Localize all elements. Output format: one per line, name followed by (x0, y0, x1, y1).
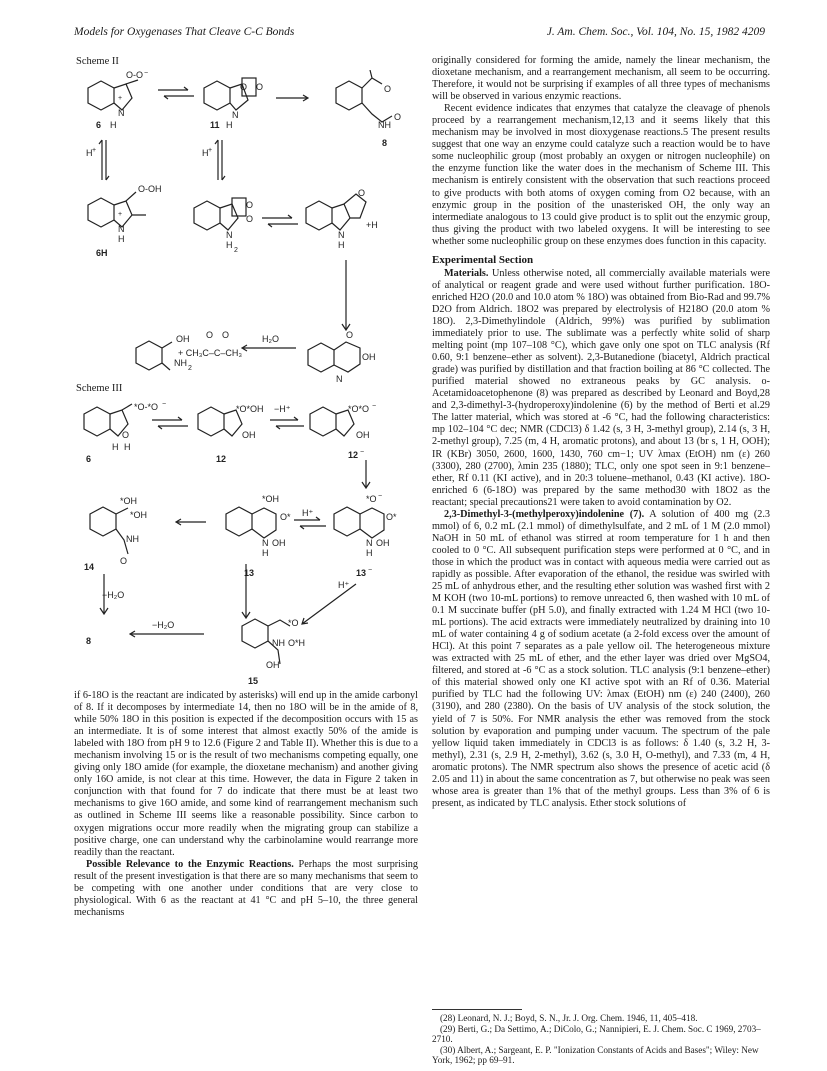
paragraph-heading: 2,3-Dimethyl-3-(methylperoxy)indolenine (7). (444, 508, 645, 520)
svg-text:OH: OH (362, 352, 376, 362)
svg-text:6: 6 (86, 454, 92, 464)
paragraph-heading: Possible Relevance to the Enzymic Reactions. (86, 858, 294, 870)
svg-text:O: O (222, 330, 230, 340)
svg-text:−: − (162, 401, 167, 408)
svg-text:O: O (358, 188, 366, 198)
svg-text:H: H (226, 120, 233, 130)
paragraph (432, 268, 770, 509)
svg-text:*O: *O (366, 494, 377, 504)
paragraph-heading: Materials. (444, 267, 489, 279)
svg-text:6H: 6H (96, 248, 108, 258)
svg-text:12: 12 (348, 450, 359, 460)
svg-text:O: O (240, 82, 248, 92)
svg-text:8: 8 (86, 636, 92, 646)
svg-text:N: N (338, 230, 345, 240)
reference-item: (28) Leonard, N. J.; Boyd, S. N., Jr. J. Org. Chem. 1946, 11, 405–418. (440, 1013, 698, 1023)
scheme-3-figure (66, 394, 426, 686)
paragraph-body: Unless otherwise noted, all commercially available materials were of analytical or reagent grade and were used without further purification. 18O-enriched H2O (20.0 and 10.0 atom % 18O) was obtained from Bio-Rad and 99.7% D2O from Aldrich. 18O2 was prepared by electrolysis of H218O (20.0 atom % 18O). 2,3-Dimethylindole (Aldrich, 99%) was purified by sublimation immediately prior to use. The sublimate was a perfectly white solid of sharp melting point (mp 107–108 °C), which gave only one spot on TLC analysis (Rf 0.60, 9:1 benzene–ether as solvent). 2,3-Butanedione (biacetyl, Aldrich practical grade) was purified by distillation and that fraction boiling at 86 °C collected. The purified material showed no extraneous peaks by GC analysis. o-Acetamidoacetophenone (8) was prepared as described by Leonard and Boyd,28 and 2,3-dimethyl-3-(hydroperoxy)indolenine (6) by the method of Berti et al.29 The latter material, which was stored at -6 °C, had the following characteristics: mp 102–104 °C dec; NMR (CDCl3) δ 1.42 (s, 3 H, 3-methyl group), 2.14 (s, 3 H, 2-methyl group), 7.25 (m, 4 H, aromatic protons), and about 13 (br s, 1 H, OOH); IR (KBr) 3050, 2600, 1600, 1430, 760 cm−1; UV λmax (EtOH) nm (ε) 260 (3300), 280 (2700), λmin 235 (1880); TLC, only one spot seen in 9:1 benzene–ether, Rf 0.11 (KI active), and in 20:3 toluene–methanol, 0.43 (KI active). 18O-enriched 6 (6-18O) was prepared by the same method30 with 18O2 as the reactant; special precautions21 were taken to avoid contamination by O2. (432, 267, 770, 508)
svg-text:13: 13 (356, 568, 367, 578)
svg-text:+: + (92, 147, 97, 154)
paragraph: originally considered for forming the amide, namely the linear mechanism, the dioxetane mechanism, and a rearrangement mechanism, all seem to be occurring. Therefore, it would not be surprising if examples of all three types of mechanisms will be observed in various enzymic reactions. (432, 55, 770, 103)
svg-text:OH: OH (242, 430, 256, 440)
svg-text:O: O (346, 330, 354, 340)
running-header-title: Models for Oxygenases That Cleave C-C Bonds (74, 26, 295, 38)
svg-text:N: N (336, 374, 343, 384)
svg-text:H: H (110, 120, 117, 130)
svg-text:O-O: O-O (126, 70, 143, 80)
svg-text:OH: OH (376, 538, 390, 548)
svg-text:H: H (226, 240, 233, 250)
svg-text:O*: O* (386, 512, 397, 522)
paragraph (432, 509, 770, 810)
left-column-text (74, 690, 418, 919)
svg-text:H⁺: H⁺ (338, 580, 350, 590)
svg-text:−H₂O: −H₂O (152, 620, 175, 630)
svg-text:*O-*O: *O-*O (134, 402, 159, 412)
svg-text:N: N (118, 224, 125, 234)
svg-text:H: H (366, 548, 373, 558)
svg-text:H: H (262, 548, 269, 558)
svg-text:OH: OH (266, 660, 280, 670)
paragraph: if 6-18O is the reactant are indicated by asterisks) will end up in the amide carbonyl of 8. If it decomposes by intermediate 14, then no 18O will be in the amide of 8, while 50% 18O in this position is expected if the decomposition occurs with 15 as an intermediate. It is of some interest that almost exactly 50% of the amide is labeled with 18O from pH 9 to 12.6 (Figure 2 and Table II). Whether this is due to a mechanism involving 15 or is the result of two mechanisms competing equally, one giving only 18O amide (for example, the dioxetane mechanism) and another giving only 16O amide, is not clear at this time. However, the data in Figure 2 taken in conjunction with that found for 7 do indicate that there must be at least two mechanisms to give 16O amide, and some kind of rearrangement mechanism such as outlined in Scheme III seems like a reasonable possibility. Since carbon to oxygen migrations occur more readily when the migrating group can stabilize a positive charge, one can understand why the carbinolamine would rearrange more readily than the reactant. (74, 690, 418, 858)
svg-text:−: − (144, 70, 149, 77)
scheme-2-figure (66, 70, 426, 388)
svg-text:+H: +H (366, 220, 378, 230)
svg-text:OH: OH (176, 334, 190, 344)
svg-text:O: O (384, 84, 392, 94)
svg-text:O: O (246, 214, 254, 224)
right-column-text (432, 55, 770, 810)
svg-text:−: − (378, 493, 383, 500)
svg-text:O*H: O*H (288, 638, 306, 648)
svg-text:H⁺: H⁺ (302, 508, 314, 518)
svg-text:*O*OH: *O*OH (236, 404, 264, 414)
svg-text:H: H (86, 148, 93, 158)
reference-item: (30) Albert, A.; Sargeant, E. P. "Ionization Constants of Acids and Bases"; Wiley: New York, 1962; pp 69–91. (432, 1044, 759, 1066)
svg-text:NH: NH (272, 638, 285, 648)
svg-text:11: 11 (210, 120, 220, 130)
scheme-3-label: Scheme III (76, 383, 123, 394)
svg-text:14: 14 (84, 562, 95, 572)
svg-text:N: N (262, 538, 269, 548)
svg-text:N: N (226, 230, 233, 240)
svg-text:O: O (120, 556, 128, 566)
svg-text:−: − (372, 403, 377, 410)
svg-text:H: H (338, 240, 345, 250)
svg-text:−H⁺: −H⁺ (274, 404, 291, 414)
svg-text:−: − (368, 567, 373, 574)
paragraph-body: Perhaps the most surprising result of the present investigation is that there are so many mechanisms that seem to be competing with one another under conditions that are very close to physiological. With 6 as the reactant at 41 °C and pH 5–10, the three general mechanisms (74, 858, 418, 918)
svg-text:*OH: *OH (120, 496, 138, 506)
svg-text:N: N (118, 108, 125, 118)
svg-text:N: N (232, 110, 239, 120)
svg-text:H: H (112, 442, 119, 452)
paragraph: Recent evidence indicates that enzymes that catalyze the cleavage of phenols proceed by a rearrangement mechanism,12,13 and it seems likely that this mechanism may be involved in most dioxygenase reactions.5 The present results suggest that one way an enzyme could catalyze such a reaction would be to have some nucleophilic group (most probably an oxygen or nitrogen nucleophile) on the enzyme function like the water does in the mechanism of Scheme III. This mechanism is entirely consistent with the observation that such reactions proceed to give products with both atoms of oxygen coming from O2 because, with an enzymic group in the position of the unasterisked OH, the only way an intermediate analogous to 13 could give product is to split out the enzymic group, thus giving the product with two labeled oxygens. It will be interesting to see whether some nucleophilic group on these enzymes does function in this capacity. (432, 103, 770, 247)
svg-text:O: O (394, 112, 402, 122)
svg-text:O: O (206, 330, 214, 340)
svg-text:H₂O: H₂O (262, 334, 279, 344)
svg-text:2: 2 (188, 365, 192, 372)
scheme-2-label: Scheme II (76, 56, 119, 67)
footnote-references (432, 1009, 770, 1066)
svg-text:−H₂O: −H₂O (102, 590, 125, 600)
svg-text:12: 12 (216, 454, 227, 464)
paragraph (74, 859, 418, 919)
section-title: Experimental Section (432, 253, 534, 266)
svg-text:O: O (246, 200, 254, 210)
svg-text:OH: OH (272, 538, 286, 548)
svg-text:15: 15 (248, 676, 259, 686)
svg-text:O*: O* (280, 512, 291, 522)
footnote-rule (432, 1009, 522, 1010)
svg-text:N: N (366, 538, 373, 548)
svg-text:NH: NH (378, 120, 391, 130)
svg-text:8: 8 (382, 138, 388, 148)
svg-text:NH: NH (126, 534, 139, 544)
svg-text:2: 2 (234, 247, 238, 254)
svg-text:OH: OH (356, 430, 370, 440)
svg-text:+: + (208, 147, 213, 154)
svg-text:H: H (124, 442, 131, 452)
svg-text:NH: NH (174, 358, 187, 368)
svg-text:13: 13 (244, 568, 255, 578)
svg-text:O: O (122, 430, 130, 440)
svg-text:*OH: *OH (130, 510, 148, 520)
reference-item: (29) Berti, G.; Da Settimo, A.; DiColo, G.; Nannipieri, E. J. Chem. Soc. C 1969, 2703–2710. (432, 1023, 761, 1045)
svg-text:O-OH: O-OH (138, 184, 162, 194)
svg-text:+: + (118, 211, 123, 218)
svg-text:*O*O: *O*O (348, 404, 370, 414)
svg-text:*O: *O (288, 618, 299, 628)
svg-text:H: H (202, 148, 209, 158)
svg-text:+: + (118, 95, 123, 102)
svg-text:O: O (256, 82, 264, 92)
svg-text:−: − (360, 449, 365, 456)
svg-text:H: H (118, 234, 125, 244)
paragraph-body: A solution of 400 mg (2.3 mmol) of 6, 0.2 mL (2.1 mmol) of dimethylsulfate, and 2 mL of 1 M (2.0 mmol) NaOH in 50 mL of ethanol was stirred at room temperature for 1 h and then cooled to 0 °C. All subsequent purification steps were performed at 0 °C, and in those in which the product was in contact with aqueous media were carried out as rapidly as possible. After evaporation of the ethanol, the residue was swirled with 25 mL of anhydrous ether, and the resulting ether solution was washed first with 2 M KOH (two 10-mL portions) to remove unreacted 6, then washed with 10 mL of 0.1 M succinate buffer (pH 5.0), and finally extracted with 1.24 M HCl (two 10-mL portions). The acid extracts were immediately neutralized by draining into 10 mL of water containing 4 g of sodium acetate (a 2-fold excess over the amount of HCl). At this point 7 separates as a pale yellow oil. The heterogeneous mixture was extracted with 25 mL of ether, and the ether layer was dried over MgSO4, filtered, and stored at -6 °C as a stock solution. TLC analysis (9:1 benzene–ether) of this material showed only one KI active spot with an Rf of 0.36. Material purified by TLC had the following UV: λmax (EtOH) nm (ε) 240 (2400), 260 (3190), and 280 (2380). On the basis of UV analysis of the stock solution, the yield of 7 is 50%. For NMR analysis the ether was removed from the stock solution by evaporation and pumping under vacuum. The spectrum of the pale yellow liquid taken immediately in CDCl3 is as follows: δ 1.40 (s, 3.2 H, 3-methyl), 2.31 (s, 2.9 H, 2-methyl), 3.62 (s, 3.0 H, O-methyl), and 7.33 (m, 4 H, aromatic protons). The NMR spectrum also shows the presence of acetic acid (δ 2.05 and 11) in about the same concentration as 7, but otherwise no peak was seen whose area is greater than 1% that of the methyl groups. Less than 3% of 6 is present, as indicated by TLC analysis. Ether stock solutions of (432, 508, 770, 809)
svg-text:+ CH₃C–C–CH₃: + CH₃C–C–CH₃ (178, 348, 243, 358)
svg-text:*OH: *OH (262, 494, 280, 504)
benzene-ring (88, 81, 114, 110)
svg-text:6: 6 (96, 120, 102, 130)
running-header-journal: J. Am. Chem. Soc., Vol. 104, No. 15, 1982 4209 (546, 26, 765, 38)
